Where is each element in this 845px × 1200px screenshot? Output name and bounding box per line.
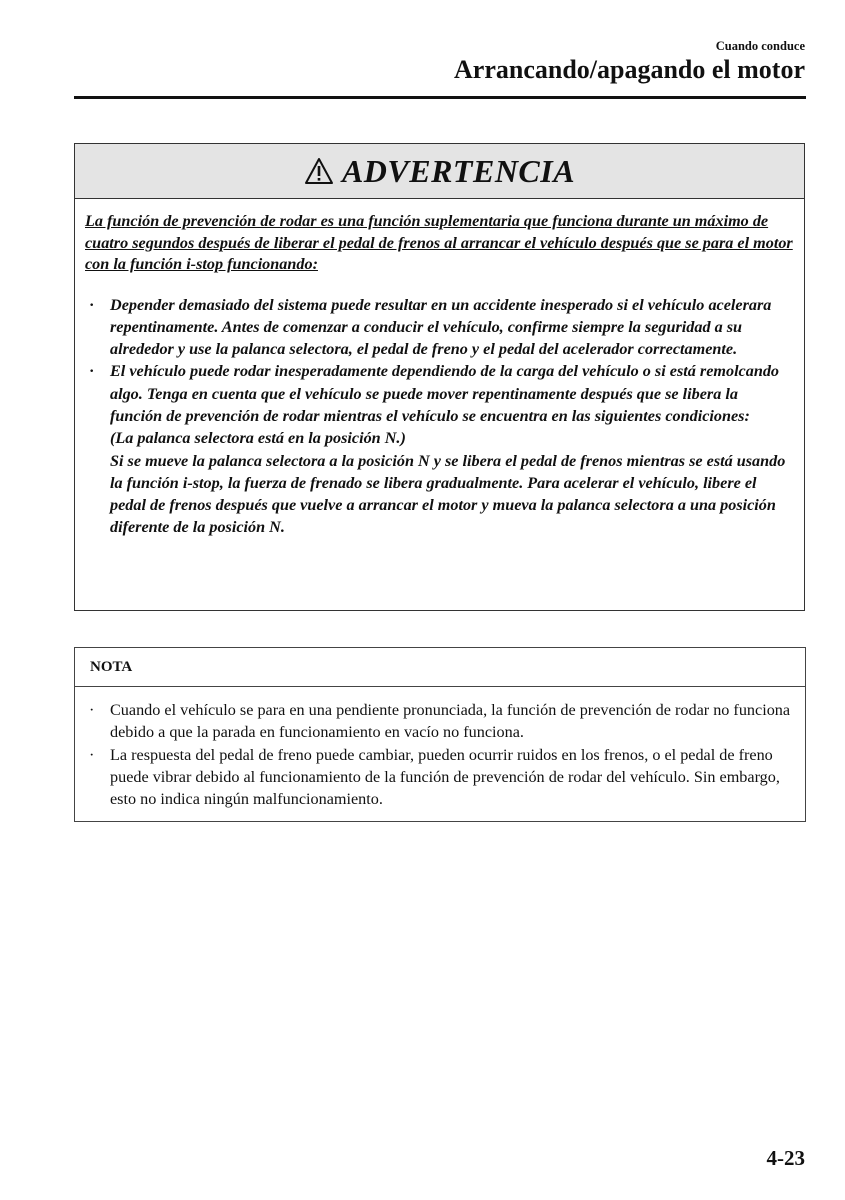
warning-condition-detail: Si se mueve la palanca selectora a la posición N y se libera el pedal de frenos mientras se está usando la función i-stop, la fuerza de frenado se libera gradualmente. Para acelerar el vehículo, libere el pedal de frenos después que vuelve a arrancar el motor y mueva la palanca selectora a una posición diferente de la posición N. bbox=[110, 451, 786, 537]
bullet-icon: · bbox=[89, 701, 95, 719]
warning-item-text: Depender demasiado del sistema puede resultar en un accidente inesperado si el vehículo acelerara repentinamente. Antes de comenzar a conducir el vehículo, confirme siempre la seguridad a su alrededor y use la palanca selectora, el pedal de freno y el pedal del acelerador correctamente. bbox=[110, 295, 772, 359]
note-list bbox=[75, 699, 805, 810]
note-box bbox=[74, 647, 806, 822]
warning-title: ADVERTENCIA bbox=[341, 152, 576, 189]
warning-item-text: El vehículo puede rodar inesperadamente dependiendo de la carga del vehículo o si está remolcando algo. Tenga en cuenta que el vehículo se puede mover repentinamente después que se libera la función de prevención de rodar mientras el vehículo se encuentra en las siguientes condiciones: bbox=[110, 362, 780, 425]
warning-item bbox=[75, 294, 804, 361]
warning-header bbox=[75, 144, 804, 199]
warning-intro: La función de prevención de rodar es una función suplementaria que funciona durante un máximo de cuatro segundos después de liberar el pedal de frenos al arrancar el vehículo después que se para el motor con la función i-stop funcionando: bbox=[85, 212, 793, 273]
bullet-icon: · bbox=[89, 295, 95, 314]
note-item bbox=[75, 699, 805, 744]
note-title: NOTA bbox=[75, 648, 805, 687]
warning-item bbox=[75, 360, 804, 538]
bullet-icon: · bbox=[89, 362, 95, 381]
warning-condition: (La palanca selectora está en la posición N.) bbox=[110, 429, 406, 448]
title-divider bbox=[74, 96, 806, 99]
warning-list bbox=[75, 294, 804, 539]
note-item-text: Cuando el vehículo se para en una pendiente pronunciada, la función de prevención de rodar no funciona debido a que la parada en funcionamiento en vacío no funciona. bbox=[110, 701, 791, 742]
page-number: 4-23 bbox=[766, 1146, 805, 1170]
page-title: Arrancando/apagando el motor bbox=[454, 55, 805, 84]
bullet-icon: · bbox=[89, 745, 95, 764]
note-item bbox=[75, 744, 805, 811]
section-label: Cuando conduce bbox=[715, 39, 805, 53]
warning-box bbox=[74, 143, 805, 611]
warning-triangle-icon bbox=[304, 157, 334, 185]
note-item-text: La respuesta del pedal de freno puede cambiar, pueden ocurrir ruidos en los frenos, o el pedal de freno puede vibrar debido al funcionamiento de la función de prevención de rodar del vehículo. Sin embargo, esto no indica ningún malfuncionamiento. bbox=[110, 745, 780, 809]
